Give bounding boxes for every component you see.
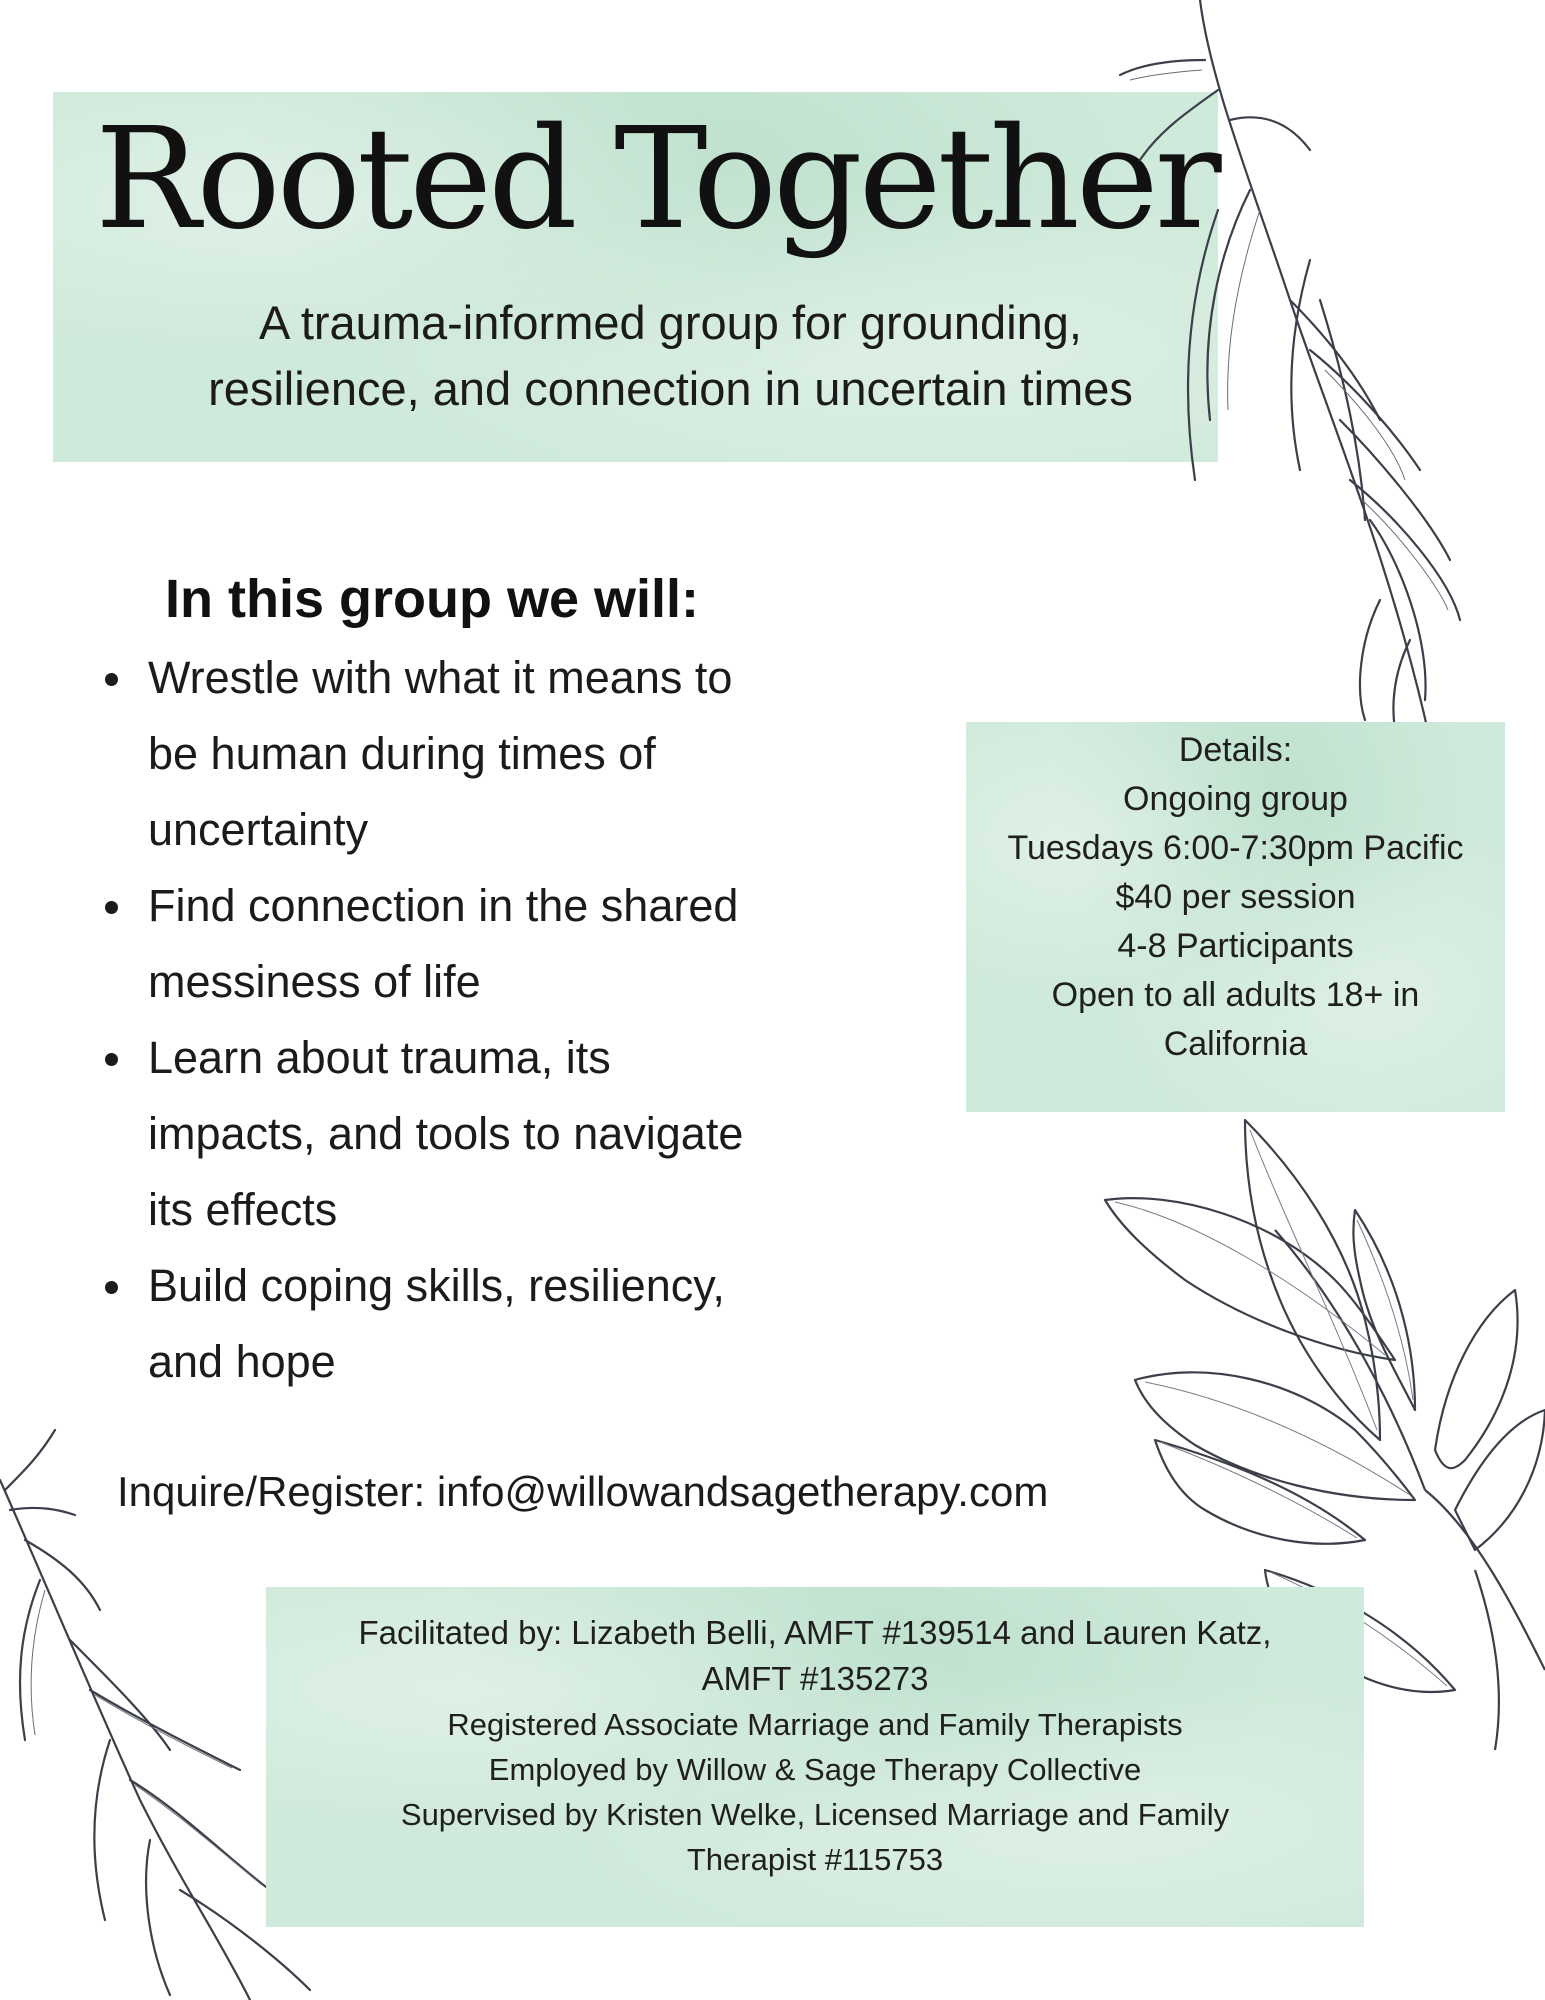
list-item: [95, 1248, 885, 1400]
bullet-dot: [105, 1281, 118, 1294]
list-item: [95, 640, 885, 868]
bullet-dot: [105, 1053, 118, 1066]
group-section-heading: In this group we will:: [165, 569, 699, 629]
credits-line: Employed by Willow & Sage Therapy Collective: [488, 1752, 1142, 1787]
group-goals-list: [95, 640, 885, 1400]
details-line: Tuesdays 6:00-7:30pm Pacific: [1007, 829, 1464, 867]
details-line: 4-8 Participants: [1117, 927, 1354, 965]
list-item: [95, 1020, 885, 1248]
list-item-line: its effects: [148, 1184, 338, 1235]
credits-line: Therapist #115753: [686, 1842, 944, 1877]
list-item-line: be human during times of: [148, 728, 656, 779]
list-item-line: Find connection in the shared: [148, 880, 739, 931]
list-item-line: uncertainty: [148, 804, 369, 855]
list-item-line: Learn about trauma, its: [148, 1032, 611, 1083]
list-item-line: Build coping skills, resiliency,: [148, 1260, 725, 1311]
credits-line: Facilitated by: Lizabeth Belli, AMFT #139514 and Lauren Katz,: [358, 1614, 1272, 1651]
details-text: [966, 722, 1505, 1069]
list-item-line: and hope: [148, 1336, 336, 1387]
credits-text: [266, 1610, 1364, 1882]
list-item: [95, 868, 885, 1020]
list-item-line: impacts, and tools to navigate: [148, 1108, 744, 1159]
credits-line: AMFT #135273: [701, 1660, 929, 1697]
subtitle-line-1: A trauma-informed group for grounding,: [259, 296, 1082, 349]
subtitle-line-2: resilience, and connection in uncertain times: [208, 362, 1133, 415]
bullet-dot: [105, 901, 118, 914]
list-item-line: Wrestle with what it means to: [148, 652, 733, 703]
details-line: $40 per session: [1115, 878, 1356, 916]
details-line: Open to all adults 18+ in: [1051, 976, 1420, 1014]
credits-line: Registered Associate Marriage and Family Therapists: [447, 1707, 1183, 1742]
credits-line: Supervised by Kristen Welke, Licensed Marriage and Family: [400, 1797, 1230, 1832]
inquire-register-email: Inquire/Register: info@willowandsagetherapy.com: [117, 1468, 1049, 1515]
poster-title: Rooted Together: [95, 98, 1218, 261]
details-heading: Details:: [1178, 731, 1293, 769]
list-item-line: messiness of life: [148, 956, 481, 1007]
details-line: Ongoing group: [1123, 780, 1348, 818]
willow-branch-top-right-illustration: [1100, 0, 1545, 760]
bullet-dot: [105, 673, 118, 686]
details-line: California: [1163, 1025, 1308, 1063]
